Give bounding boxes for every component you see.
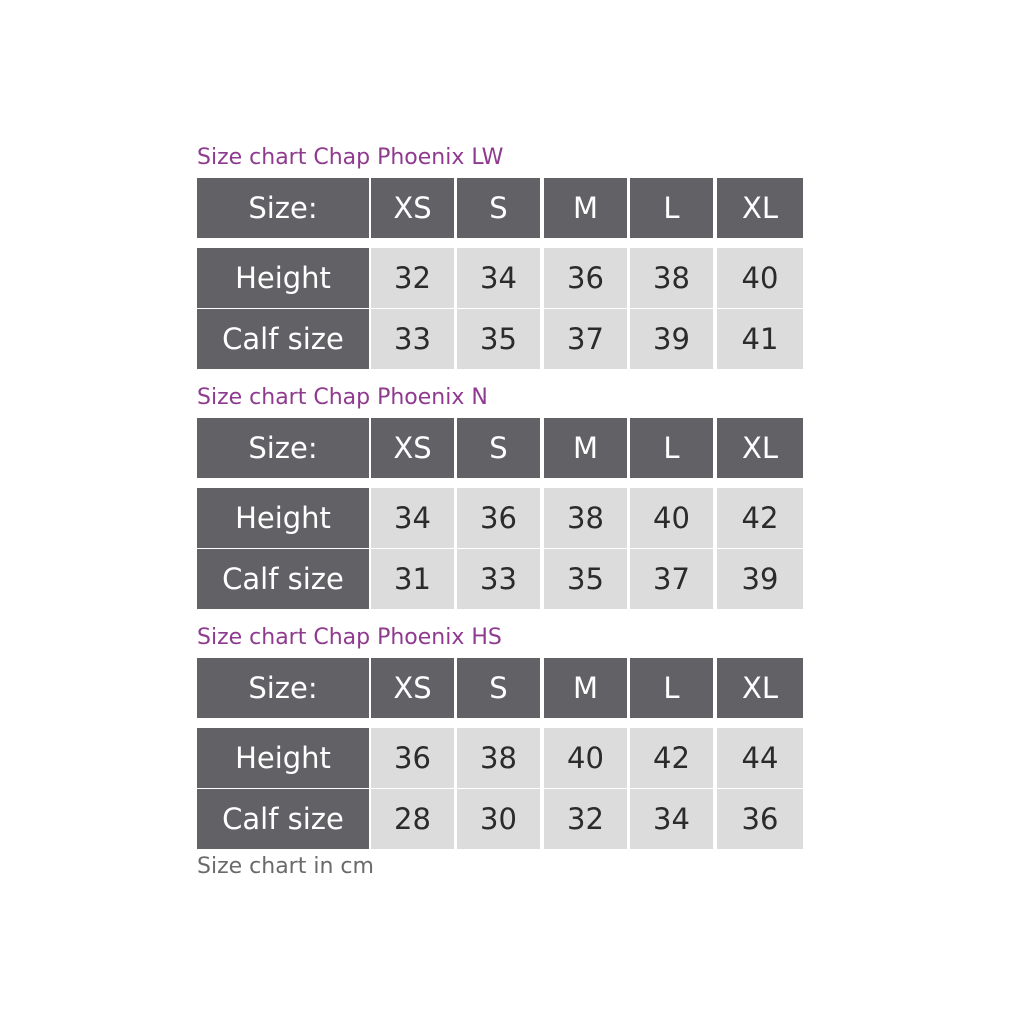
size-xl: XL: [717, 658, 803, 718]
size-xs: XS: [371, 418, 454, 478]
size-xs: XS: [371, 658, 454, 718]
table-cell: 37: [630, 549, 713, 609]
table-cell: 42: [630, 728, 713, 788]
table-cell: 36: [457, 488, 540, 548]
size-s: S: [457, 178, 540, 238]
size-xl: XL: [717, 418, 803, 478]
height-row: [197, 728, 803, 788]
table-cell: 35: [457, 309, 540, 369]
table-cell: 34: [371, 488, 454, 548]
table-cell: 44: [717, 728, 803, 788]
table-cell: 38: [457, 728, 540, 788]
row-label-height: Height: [197, 248, 369, 308]
calf-size-row: [197, 309, 803, 369]
size-s: S: [457, 658, 540, 718]
chart-title: Size chart Chap Phoenix HS: [197, 625, 502, 650]
table-cell: 36: [717, 789, 803, 849]
size-header-label: Size:: [197, 418, 369, 478]
table-cell: 37: [544, 309, 627, 369]
calf-size-row: [197, 549, 803, 609]
size-m: M: [544, 658, 627, 718]
size-header-label: Size:: [197, 658, 369, 718]
size-header-row: [197, 658, 803, 718]
row-label-height: Height: [197, 728, 369, 788]
size-s: S: [457, 418, 540, 478]
row-label-calf-size: Calf size: [197, 549, 369, 609]
size-m: M: [544, 178, 627, 238]
size-xl: XL: [717, 178, 803, 238]
height-row: [197, 248, 803, 308]
chart-title: Size chart Chap Phoenix N: [197, 385, 488, 410]
table-cell: 36: [544, 248, 627, 308]
table-cell: 40: [630, 488, 713, 548]
size-header-row: [197, 178, 803, 238]
height-row: [197, 488, 803, 548]
table-cell: 31: [371, 549, 454, 609]
table-cell: 36: [371, 728, 454, 788]
size-xs: XS: [371, 178, 454, 238]
table-cell: 34: [457, 248, 540, 308]
table-cell: 38: [630, 248, 713, 308]
calf-size-row: [197, 789, 803, 849]
table-cell: 41: [717, 309, 803, 369]
table-cell: 42: [717, 488, 803, 548]
size-header-label: Size:: [197, 178, 369, 238]
table-cell: 38: [544, 488, 627, 548]
table-cell: 35: [544, 549, 627, 609]
table-cell: 34: [630, 789, 713, 849]
row-label-calf-size: Calf size: [197, 309, 369, 369]
chart-title: Size chart Chap Phoenix LW: [197, 145, 504, 170]
table-cell: 40: [717, 248, 803, 308]
table-cell: 33: [457, 549, 540, 609]
size-l: L: [630, 178, 713, 238]
row-label-calf-size: Calf size: [197, 789, 369, 849]
table-cell: 32: [371, 248, 454, 308]
size-chart-unit-note: Size chart in cm: [197, 854, 374, 879]
size-m: M: [544, 418, 627, 478]
table-cell: 40: [544, 728, 627, 788]
table-cell: 39: [630, 309, 713, 369]
table-cell: 30: [457, 789, 540, 849]
size-l: L: [630, 658, 713, 718]
table-cell: 32: [544, 789, 627, 849]
table-cell: 39: [717, 549, 803, 609]
table-cell: 33: [371, 309, 454, 369]
row-label-height: Height: [197, 488, 369, 548]
table-cell: 28: [371, 789, 454, 849]
size-header-row: [197, 418, 803, 478]
size-l: L: [630, 418, 713, 478]
